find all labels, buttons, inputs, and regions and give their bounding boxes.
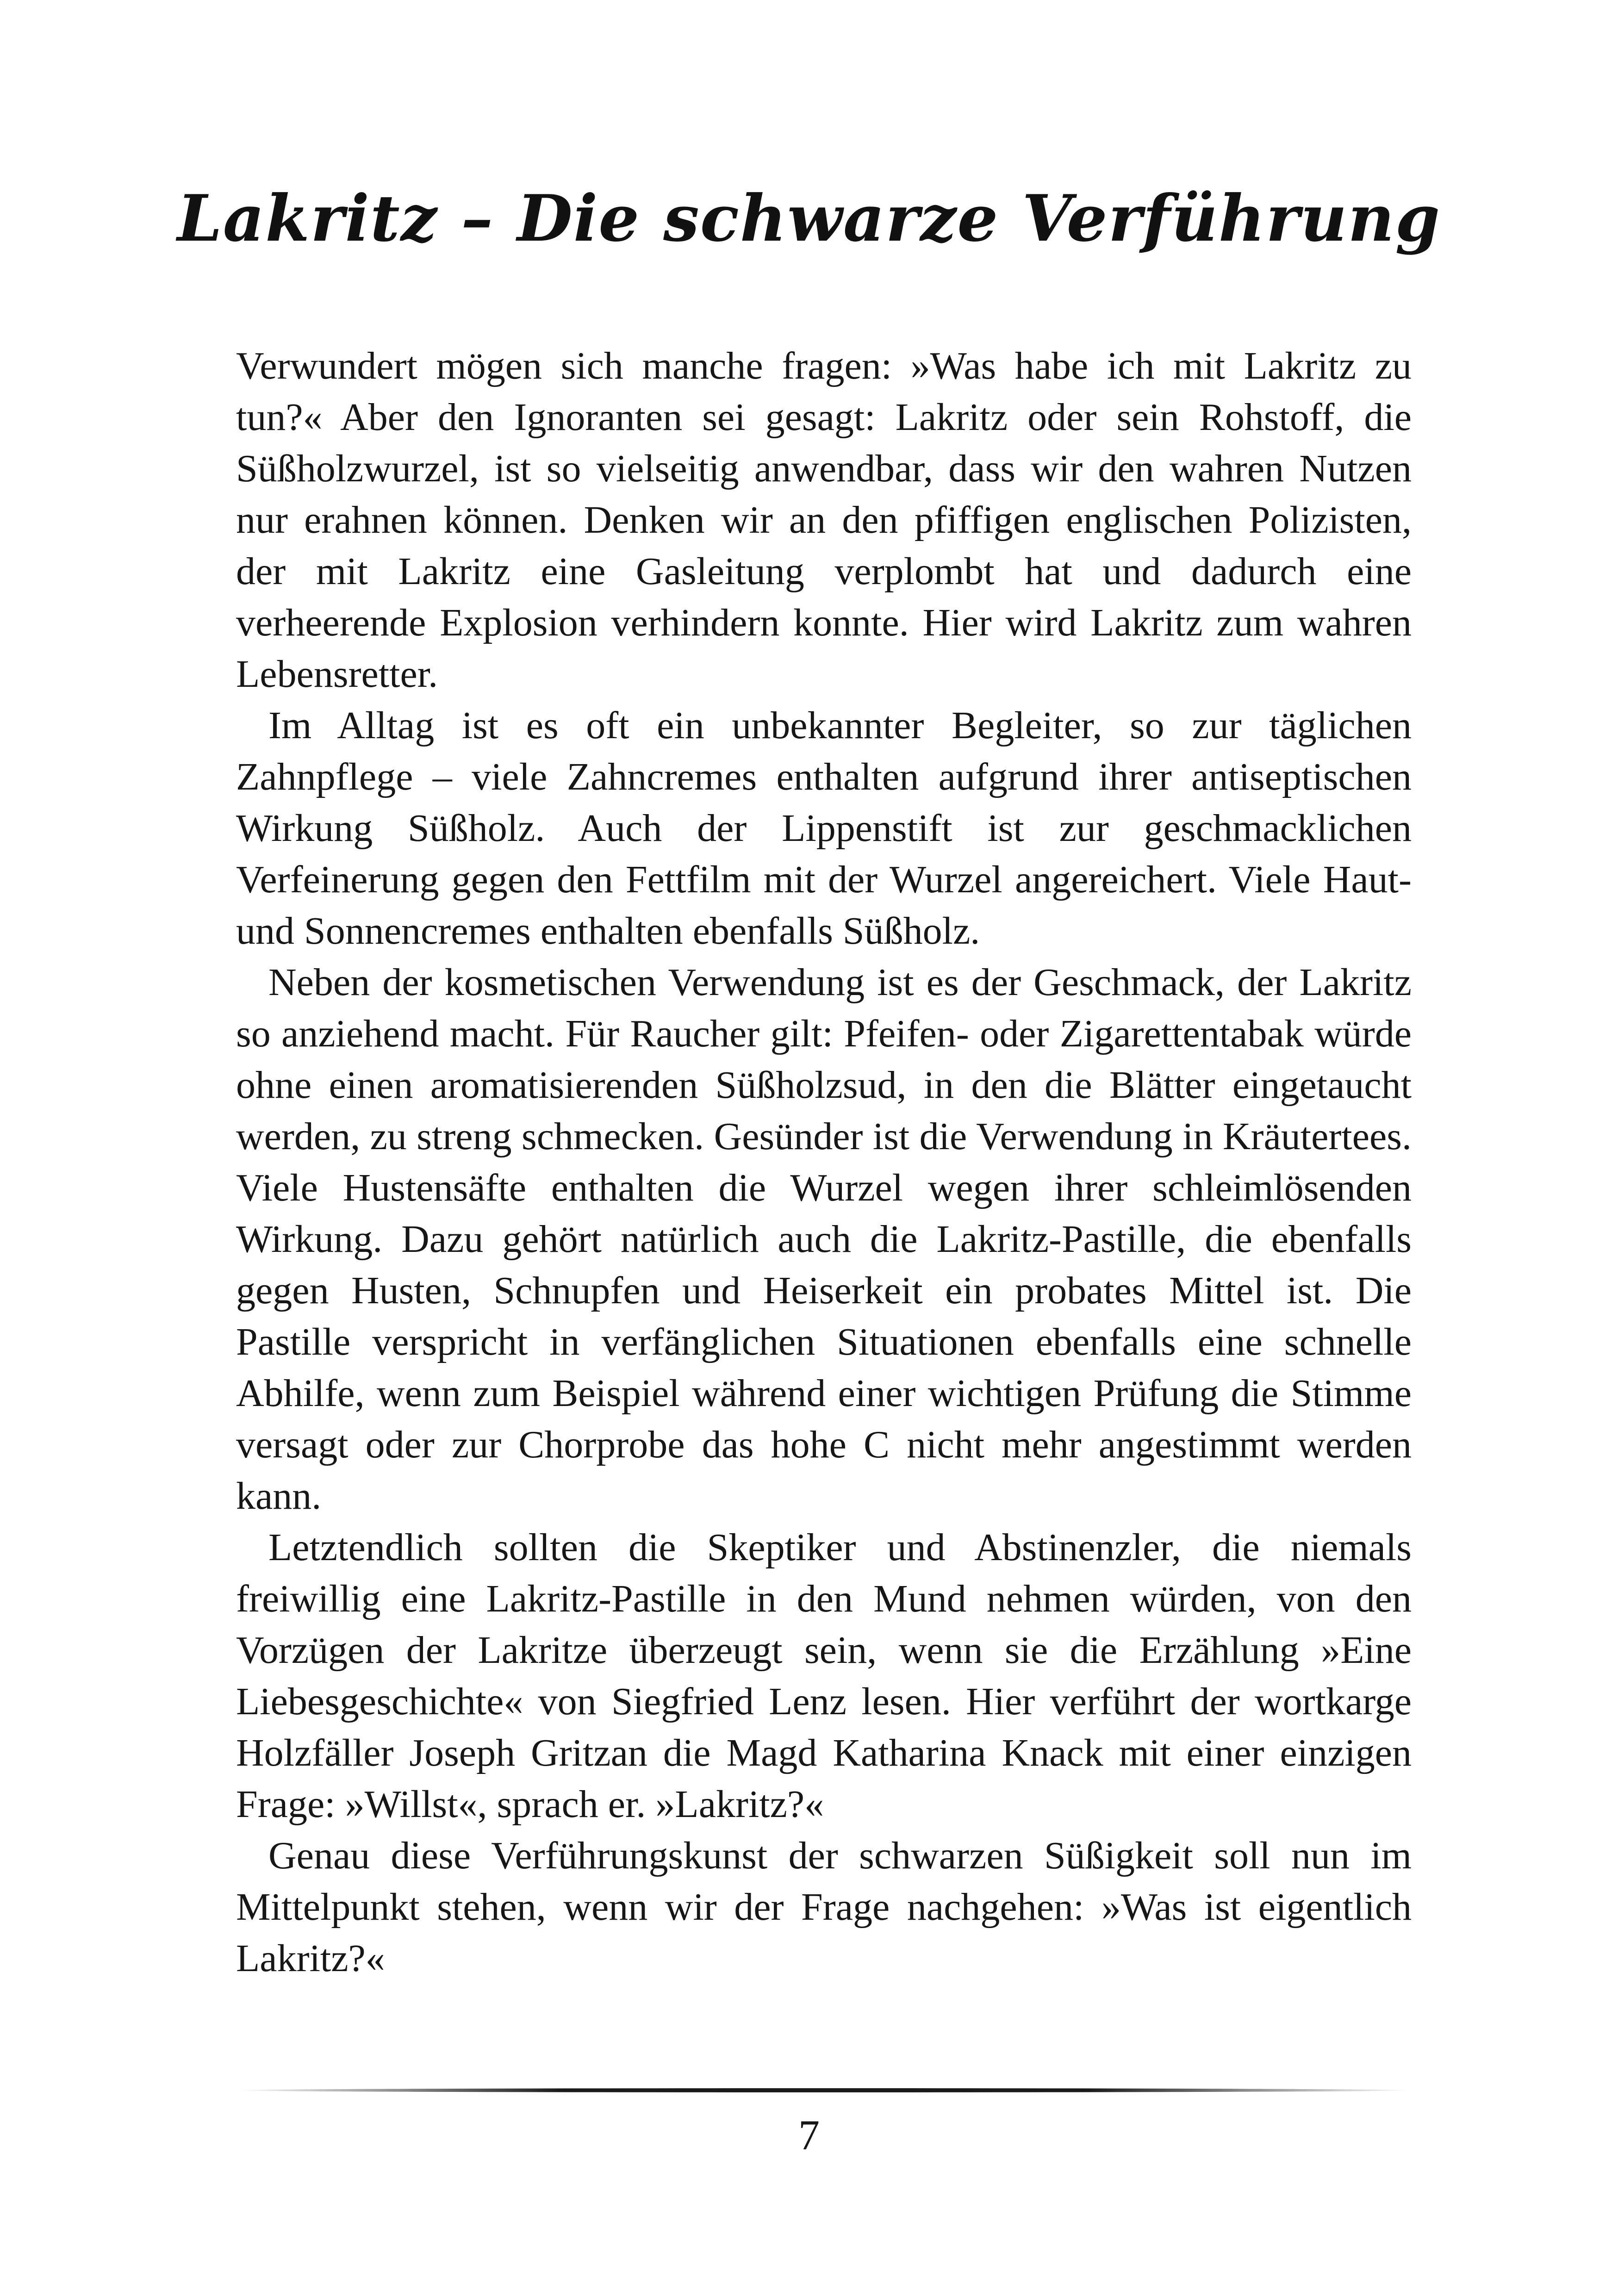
- chapter-title: Lakritz – Die schwarze Verführung: [177, 180, 1441, 256]
- paragraph-3: Neben der kosmetischen Verwendung ist es der Geschmack, der Lakritz so anziehend macht. Für Raucher gilt: Pfeifen- oder Zigarettentabak würde ohne einen aromatisierenden Süßholzsud, in den die Blätter eingetaucht werden, zu streng schmecken. Gesünder ist die Verwendung in Kräutertees. Viele Hustensäfte enthalten die Wurzel wegen ihrer schleimlösenden Wirkung. Dazu gehört natürlich auch die Lakritz-Pastille, die ebenfalls gegen Husten, Schnupfen und Heiserkeit ein probates Mittel ist. Die Pastille verspricht in verfänglichen Situationen ebenfalls eine schnelle Abhilfe, wenn zum Beispiel während einer wichtigen Prüfung die Stimme versagt oder zur Chorprobe das hohe C nicht mehr angestimmt werden kann.: [236, 961, 1412, 1518]
- footer-divider-fade-right: [1088, 2088, 1412, 2092]
- body-text: [236, 340, 1412, 1984]
- footer-divider-fade-left: [236, 2088, 560, 2092]
- paragraph-4: Letztendlich sollten die Skeptiker und Abstinenzler, die niemals freiwillig eine Lakritz-Pastille in den Mund nehmen würden, von den Vorzügen der Lakritze überzeugt sein, wenn sie die Erzählung »Eine Liebesgeschichte« von Siegfried Lenz lesen. Hier verführt der wortkarge Holzfäller Joseph Gritzan die Magd Katharina Knack mit einer einzigen Frage: »Willst«, sprach er. »Lakritz?«: [236, 1526, 1412, 1826]
- paragraph-2: Im Alltag ist es oft ein unbekannter Begleiter, so zur täglichen Zahnpflege – viele Zahncremes enthalten aufgrund ihrer antiseptischen Wirkung Süßholz. Auch der Lippenstift ist zur geschmacklichen Verfeinerung gegen den Fettfilm mit der Wurzel angereichert. Viele Haut- und Sonnencremes enthalten ebenfalls Süßholz.: [236, 704, 1412, 952]
- page-number: 7: [798, 2111, 820, 2159]
- paragraph-5: Genau diese Verführungskunst der schwarzen Süßigkeit soll nun im Mittelpunkt stehen, wenn wir der Frage nachgehen: »Was ist eigentlich Lakritz?«: [236, 1834, 1412, 1980]
- paragraph-1: Verwundert mögen sich manche fragen: »Was habe ich mit Lakritz zu tun?« Aber den Ignoranten sei gesagt: Lakritz oder sein Rohstoff, die Süßholzwurzel, ist so vielseitig anwendbar, dass wir den wahren Nutzen nur erahnen können. Denken wir an den pfiffigen englischen Polizisten, der mit Lakritz eine Gasleitung verplombt hat und dadurch eine verheerende Explosion verhindern konnte. Hier wird Lakritz zum wahren Lebensretter.: [236, 344, 1412, 696]
